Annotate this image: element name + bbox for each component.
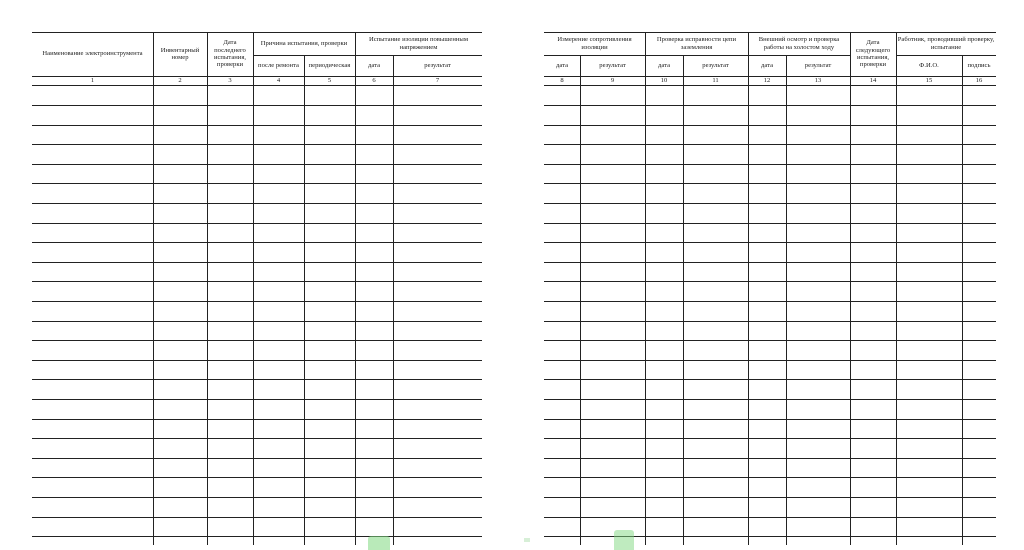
- table-row-line: [32, 203, 482, 204]
- header-inventory-number: Инвентарный номер: [160, 46, 200, 61]
- header-visual-inspection: Внешний осмотр и проверка работы на холостом ходу: [758, 36, 840, 51]
- table-row-line: [32, 399, 482, 400]
- table-row-line: [544, 262, 996, 263]
- column-number: 2: [178, 77, 182, 84]
- table-row-line: [32, 301, 482, 302]
- header-date: дата: [556, 61, 568, 69]
- table-row-line: [544, 183, 996, 184]
- header-inspector: Работник, проводивший проверку, испытание: [897, 36, 995, 51]
- column-divider: [786, 55, 787, 545]
- watermark-fragment: [524, 538, 530, 542]
- column-number: 8: [560, 77, 564, 84]
- column-divider: [580, 55, 581, 545]
- table-row-line: [32, 458, 482, 459]
- column-divider: [683, 55, 684, 545]
- header-date: дата: [761, 61, 773, 69]
- number-row-border: [544, 85, 996, 86]
- header-signature: подпись: [967, 61, 991, 69]
- column-divider: [304, 55, 305, 545]
- table-row-line: [32, 125, 482, 126]
- header-result: результат: [599, 61, 626, 69]
- table-row-line: [544, 379, 996, 380]
- table-row-line: [32, 340, 482, 341]
- column-divider: [962, 55, 963, 545]
- column-number: 6: [372, 77, 376, 84]
- table-row-line: [32, 477, 482, 478]
- table-row-line: [32, 144, 482, 145]
- header-periodic: периодическая: [308, 61, 351, 69]
- header-last-test-date: Дата последнего испытания, проверки: [213, 39, 247, 69]
- column-number: 7: [435, 77, 440, 84]
- header-test-reason: Причина испытания, проверки: [260, 39, 348, 47]
- table-row-line: [32, 281, 482, 282]
- table-row-line: [32, 164, 482, 165]
- header-insulation-high-voltage: Испытание изоляции повышенным напряжением: [368, 36, 469, 51]
- column-divider: [153, 32, 154, 545]
- watermark-fragment: [368, 536, 390, 550]
- column-divider: [896, 32, 897, 545]
- header-result: результат: [424, 61, 451, 69]
- column-number: 16: [975, 77, 983, 84]
- table-row-line: [544, 105, 996, 106]
- column-number: 4: [276, 77, 281, 84]
- header-after-repair: после ремонта: [258, 61, 299, 69]
- table-row-line: [32, 438, 482, 439]
- column-divider: [645, 32, 646, 545]
- column-number: 5: [327, 77, 332, 84]
- number-row-border: [32, 85, 482, 86]
- column-divider: [748, 32, 749, 545]
- column-number: 9: [610, 77, 615, 84]
- column-number: 1: [90, 77, 95, 84]
- table-row-line: [32, 321, 482, 322]
- table-row-line: [32, 360, 482, 361]
- column-divider: [850, 32, 851, 545]
- table-row-line: [544, 497, 996, 498]
- table-row-line: [544, 203, 996, 204]
- column-number: 14: [869, 77, 877, 84]
- header-next-test-date: Дата следующего испытания, проверки: [855, 39, 891, 69]
- table-row-line: [544, 125, 996, 126]
- column-number: 12: [763, 77, 771, 84]
- header-result: результат: [804, 61, 832, 69]
- column-divider: [253, 32, 254, 545]
- column-divider: [393, 55, 394, 545]
- table-row-line: [544, 477, 996, 478]
- header-date: дата: [658, 61, 670, 69]
- column-number: 3: [228, 77, 232, 84]
- table-row-line: [544, 419, 996, 420]
- table-row-line: [544, 301, 996, 302]
- table-row-line: [32, 536, 482, 537]
- column-number: 15: [925, 77, 933, 84]
- table-row-line: [544, 458, 996, 459]
- table-row-line: [32, 242, 482, 243]
- column-number: 11: [712, 77, 719, 84]
- table-row-line: [32, 497, 482, 498]
- table-row-line: [544, 517, 996, 518]
- table-row-line: [544, 438, 996, 439]
- header-grounding-check: Проверка исправности цепи заземления: [656, 36, 737, 51]
- table-row-line: [32, 517, 482, 518]
- watermark-fragment: [614, 530, 634, 550]
- table-row-line: [544, 164, 996, 165]
- right-page: [544, 0, 996, 545]
- header-insulation-resistance: Измерение сопротивления изоляции: [557, 36, 632, 51]
- column-divider: [207, 32, 208, 545]
- table-row-line: [544, 144, 996, 145]
- table-row-line: [544, 223, 996, 224]
- table-row-line: [544, 536, 996, 537]
- header-tool-name: Наименование электроинструмента: [42, 50, 143, 58]
- table-row-line: [32, 419, 482, 420]
- column-divider: [355, 32, 356, 545]
- table-row-line: [32, 262, 482, 263]
- column-number: 13: [814, 77, 822, 84]
- table-row-line: [544, 281, 996, 282]
- header-full-name: Ф.И.О.: [919, 61, 939, 69]
- header-result: результат: [702, 61, 729, 69]
- left-page: [32, 0, 482, 545]
- column-number: 10: [660, 77, 668, 84]
- table-row-line: [32, 379, 482, 380]
- table-row-line: [544, 399, 996, 400]
- table-row-line: [544, 340, 996, 341]
- table-row-line: [544, 242, 996, 243]
- table-row-line: [32, 223, 482, 224]
- table-row-line: [544, 360, 996, 361]
- header-date: дата: [368, 61, 380, 69]
- table-row-line: [32, 183, 482, 184]
- table-row-line: [32, 105, 482, 106]
- table-row-line: [544, 321, 996, 322]
